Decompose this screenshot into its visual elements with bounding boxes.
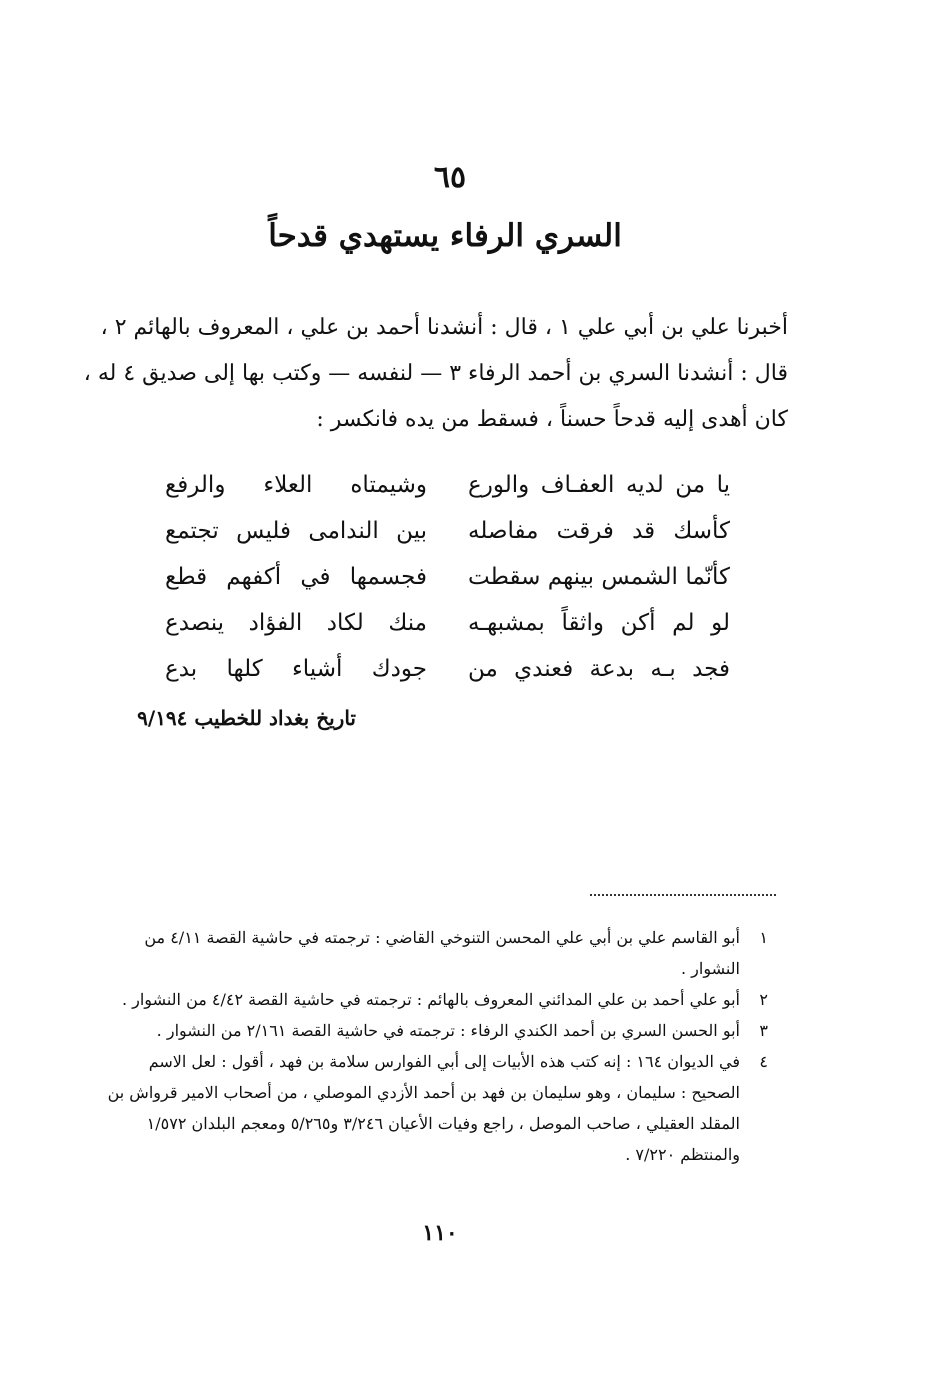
footnote-number: ٤ [759,1052,768,1071]
footnotes [98,922,768,1170]
poem [165,462,730,692]
verse-second-hemistich: جودك أشياء كلها بدع [165,656,427,682]
verse-first-hemistich: كأنّما الشمس بينهم سقطت [468,564,730,590]
poem-verse [165,646,730,692]
footnote [98,922,768,984]
poem-verse [165,508,730,554]
intro-line: أخبرنا علي بن أبي علي ١ ، قال : أنشدنا أحمد بن علي ، المعروف بالهائم ٢ ، [100,315,788,340]
story-title: السري الرفاء يستهدي قدحاً [268,218,622,254]
footnote-text: أبو الحسن السري بن أحمد الكندي الرفاء : ترجمته في حاشية القصة ٢/١٦١ من النشوار . [156,1021,740,1040]
footnote [98,1015,768,1046]
verse-first-hemistich: يا من لديه العفـاف والورع [468,472,730,498]
footnote-number: ٢ [759,990,768,1009]
intro-paragraph [83,305,788,443]
footnote [98,1046,768,1170]
verse-second-hemistich: منك لكاد الفؤاد ينصدع [165,610,427,636]
footnote-number: ١ [759,928,768,947]
verse-first-hemistich: كأسك قد فرقت مفاصله [468,518,730,544]
verse-second-hemistich: فجسمها في أكفهم قطع [165,564,427,590]
poem-verse [165,462,730,508]
footnote-text: أبو علي أحمد بن علي المدائني المعروف بالهائم : ترجمته في حاشية القصة ٤/٤٢ من النشوار . [121,990,740,1009]
footnote-number: ٣ [759,1021,768,1040]
story-number: ٦٥ [433,160,467,195]
source-citation: تاريخ بغداد للخطيب ٩/١٩٤ [137,706,356,730]
verse-second-hemistich: وشيمتاه العلاء والرفع [165,472,427,498]
footnote [98,984,768,1015]
intro-line: كان أهدى إليه قدحاً حسناً ، فسقط من يده فانكسر : [316,407,788,432]
footnote-text: في الديوان ١٦٤ : إنه كتب هذه الأبيات إلى أبي الفوارس سلامة بن فهد ، أقول : لعل الاسم الصحيح : سليمان ، وهو سليمان بن فهد بن أحمد الأزدي الموصلي ، من أصحاب الامير قرواش بن المقلد العقيلي ، صاحب الموصل ، راجع وفيات الأعيان ٣/٢٤٦ و٥/٢٦٥ ومعجم البلدان ١/٥٧٢ والمنتظم ٧/٢٢٠ . [107,1052,740,1164]
verse-second-hemistich: بين الندامى فليس تجتمع [165,518,427,544]
footnote-text: أبو القاسم علي بن أبي علي المحسن التنوخي القاضي : ترجمته في حاشية القصة ٤/١١ من النشوار . [144,928,740,978]
page-number: ١١٠ [422,1220,458,1246]
intro-line: قال : أنشدنا السري بن أحمد الرفاء ٣ — لنفسه — وكتب بها إلى صديق ٤ له ، [83,361,788,386]
poem-verse [165,600,730,646]
verse-first-hemistich: لو لم أكن واثقاً بمشبهـه [468,610,730,636]
poem-verse [165,554,730,600]
footnote-divider [590,894,776,896]
verse-first-hemistich: فجد بـه بدعة فعندي من [468,656,730,682]
